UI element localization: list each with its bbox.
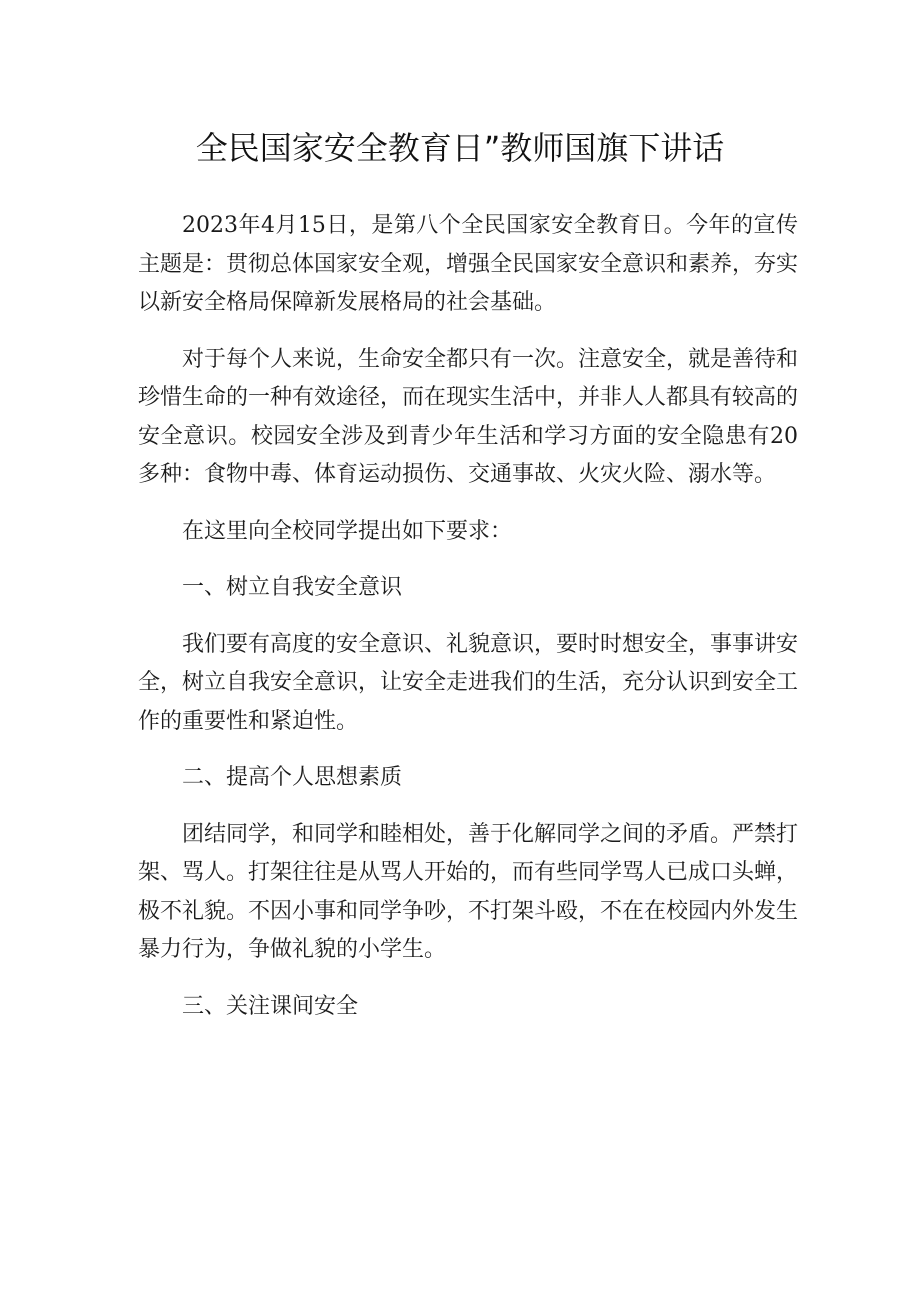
paragraph-requirements-lead: 在这里向全校同学提出如下要求：	[182, 518, 513, 544]
section-heading-1: 一、树立自我安全意识	[182, 575, 403, 600]
paragraph-intro: 2023年4月15日，是第八个全民国家安全教育日。今年的宣传主题是：贯彻总体国家安全观，增强全民国家安全意识和素养，夯实以新安全格局保障新发展格局的社会基础。	[138, 213, 799, 315]
document-title: 全民国家安全教育日”教师国旗下讲话	[195, 129, 725, 167]
section-heading-3: 三、关注课间安全	[182, 993, 359, 1019]
paragraph-section-1: 我们要有高度的安全意识、礼貌意识，要时时想安全，事事讲安全，树立自我安全意识，让安全走进我们的生活，充分认识到安全工作的重要性和紧迫性。	[138, 631, 799, 734]
section-heading-2: 二、提高个人思想素质	[182, 765, 403, 790]
document-body	[138, 207, 798, 1044]
paragraph-section-2: 团结同学，和同学和睦相处，善于化解同学之间的矛盾。严禁打架、骂人。打架往往是从骂人开始的，而有些同学骂人已成口头蝉，极不礼貌。不因小事和同学争吵，不打架斗殴，不在在校园内外发生暴力行为，争做礼貌的小学生。	[138, 821, 799, 962]
paragraph-life-safety: 对于每个人来说，生命安全都只有一次。注意安全，就是善待和珍惜生命的一种有效途径，而在现实生活中，并非人人都具有较高的安全意识。校园安全涉及到青少年生活和学习方面的安全隐患有20多种：食物中毒、体育运动损伤、交通事故、火灾火险、溺水等。	[138, 346, 799, 487]
